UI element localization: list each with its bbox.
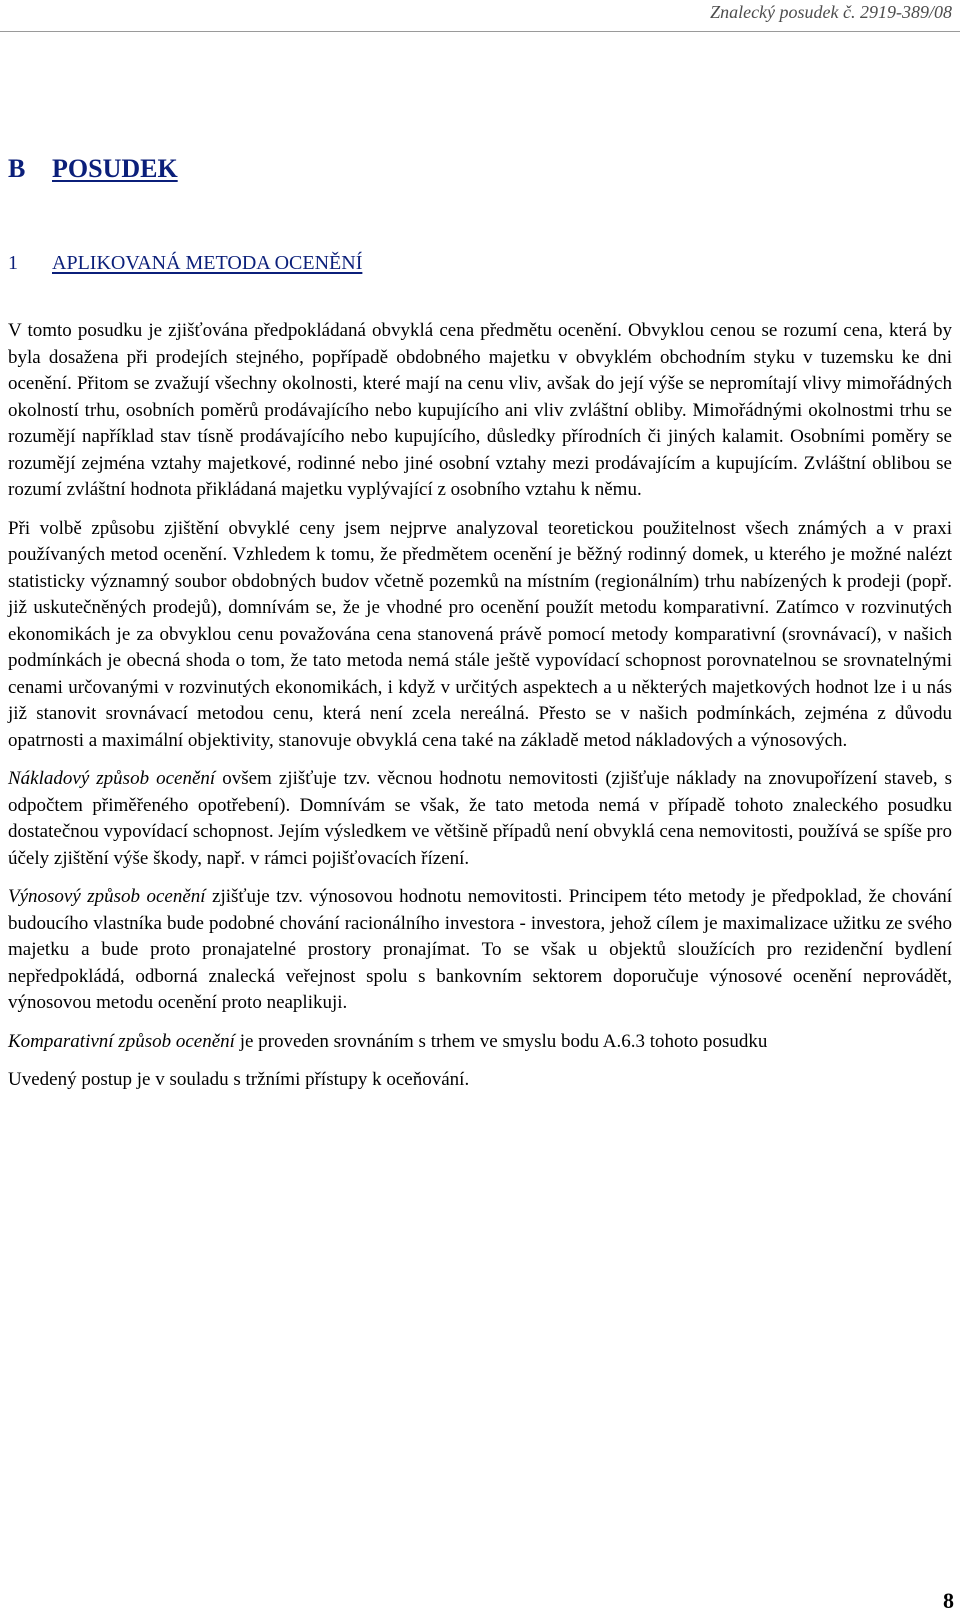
body-text <box>8 318 952 1106</box>
paragraph-method-selection: Při volbě způsobu zjištění obvyklé ceny jsem nejprve analyzoval teoretickou použitelnost všech známých a v praxi používaných metod ocenění. Vzhledem k tomu, že předmětem ocenění je běžný rodinný domek, u kterého je možné nalézt statisticky významný soubor obdobných budov včetně pozemků na místním (regionálním) trhu nabízených k prodeji (popř. již uskutečněných prodejů), domnívám se, že je vhodné pro ocenění použít metodu komparativní. Zatímco v rozvinutých ekonomikách je za obvyklou cenu považována cena stanovená právě pomocí metody komparativní (srovnávací), v našich podmínkách je obecná shoda o tom, že tato metoda nemá stále ještě vypovídací schopnost porovnatelnou se srovnatelnými cenami určovanými v rozvinutých ekonomikách, i když v určitých aspektech a u některých majetkových hodnot lze i u nás již stanovit srovnávací metodou cenu, která není zcela nereálná. Přesto se v našich podmínkách, zejména z důvodu opatrnosti a maximální objektivity, stanovuje obvyklá cena také na základě metod nákladových a výnosových. <box>8 517 952 751</box>
cost-approach-text: ovšem zjišťuje tzv. věcnou hodnotu nemovitosti (zjišťuje náklady na znovupořízení staveb, s odpočtem přiměřeného opotřebení). Domnívám se však, že tato metoda nemá v případě tohoto znaleckého posudku dostatečnou vypovídací schopnost. Jejím výsledkem ve většině případů není obvyklá cena nemovitosti, používá se spíše pro účely zjištění výše škody, např. v rámci pojišťovacích řízení. <box>8 768 952 869</box>
section-title: POSUDEK <box>52 154 178 183</box>
paragraph-conclusion: Uvedený postup je v souladu s tržními přístupy k oceňování. <box>8 1069 470 1090</box>
section-heading <box>8 154 178 184</box>
section-letter: B <box>8 154 26 183</box>
subsection-title: APLIKOVANÁ METODA OCENĚNÍ <box>52 252 363 274</box>
paragraph-income-approach <box>8 884 952 1017</box>
page-number: 8 <box>943 1588 954 1613</box>
comparative-approach-term: Komparativní způsob ocenění <box>8 1030 235 1052</box>
paragraph-comparative-approach <box>8 1029 952 1056</box>
subsection-heading <box>8 252 362 275</box>
subsection-number: 1 <box>8 252 18 274</box>
paragraph-market-value-definition: V tomto posudku je zjišťována předpokládaná obvyklá cena předmětu ocenění. Obvyklou cenou se rozumí cena, která by byla dosažena při prodejích stejného, popřípadě obdobného majetku v obvyklém obchodním styku v tuzemsku ke dni ocenění. Přitom se zvažují všechny okolnosti, které mají na cenu vliv, avšak do její výše se nepromítají vlivy mimořádných okolností trhu, osobních poměrů prodávajícího nebo kupujícího ani vliv zvláštní obliby. Mimořádnými okolnostmi trhu se rozumějí například stav tísně prodávajícího nebo kupujícího, důsledky přírodních či jiných kalamit. Osobními poměry se rozumějí zejména vztahy majetkové, rodinné nebo jiné osobní vztahy mezi prodávajícím a kupujícím. Zvláštní oblibou se rozumí zvláštní hodnota přikládaná majetku vyplývající z osobního vztahu k němu. <box>8 320 952 500</box>
cost-approach-term: Nákladový způsob ocenění <box>8 768 216 789</box>
paragraph-cost-approach <box>8 766 952 872</box>
comparative-approach-text: je proveden srovnáním s trhem ve smyslu bodu A.6.3 tohoto posudku <box>234 1030 768 1052</box>
running-header: Znalecký posudek č. 2919-389/08 <box>710 2 952 22</box>
income-approach-text: zjišťuje tzv. výnosovou hodnotu nemovitosti. Principem této metody je předpoklad, že chování budoucího vlastníka bude podobné chování racionálního investora - investora, jehož cílem je maximalizace užitku ze svého majetku a bude proto pronajatelné prostory pronajímat. To se však u objektů sloužících pro rezidenční bydlení nepředpokládá, odborná znalecká veřejnost spolu s bankovním sektorem doporučuje výnosové ocenění neprovádět, výnosovou metodu ocenění proto neaplikuji. <box>8 886 952 1013</box>
income-approach-term: Výnosový způsob ocenění <box>8 886 206 907</box>
header-divider <box>0 31 960 32</box>
